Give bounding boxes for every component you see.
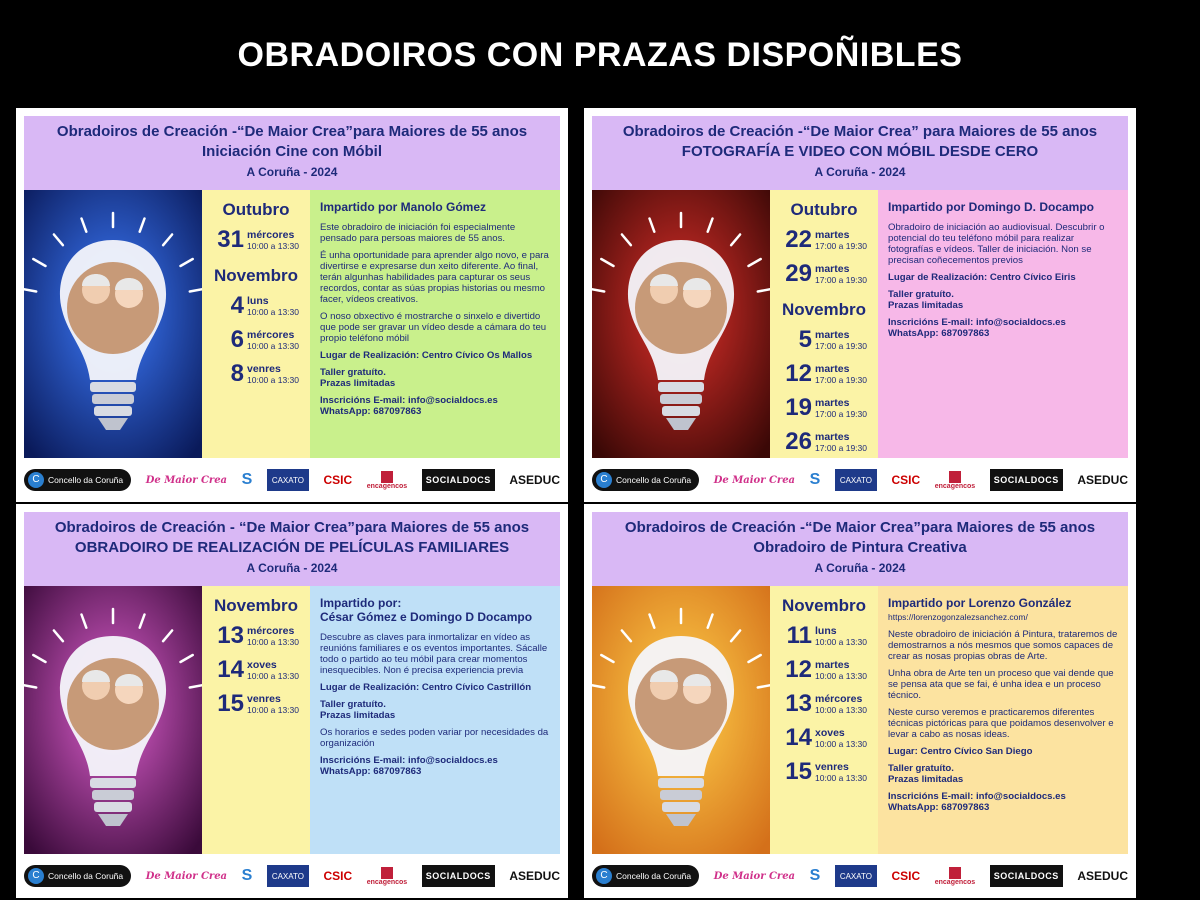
time-label: 10:00 a 13:30 — [815, 705, 867, 715]
weekday-label: venres — [815, 761, 849, 773]
date-details — [815, 394, 867, 420]
encagencos-mark-icon — [381, 867, 393, 879]
card-header — [592, 512, 1128, 590]
bulb-base-icon — [90, 382, 136, 392]
date-details — [815, 326, 867, 352]
description-paragraph: Descubre as claves para inmortalizar en vídeo as reunións familiares e os eventos importantes. Sácalle todo o partido ao teu móbil para crear momentos inesquecibles. Non é precisa experiencia previa — [320, 632, 548, 676]
date-details — [815, 622, 867, 648]
card-workshop-title: OBRADOIRO DE REALIZACIÓN DE PELÍCULAS FAMILIARES — [74, 539, 510, 556]
registration-email[interactable]: Inscricións E-mail: info@socialdocs.es — [320, 395, 498, 406]
date-row — [780, 394, 878, 424]
description-paragraph: Este obradoiro de iniciación foi especialmente pensado para persoas maiores de 55 anos. — [320, 222, 516, 244]
time-label: 10:00 a 13:30 — [815, 739, 867, 749]
date-details — [247, 360, 299, 386]
time-label: 10:00 a 13:30 — [815, 773, 867, 783]
de-maior-crea-logo-text: De Maior Crea — [713, 474, 796, 486]
venue-text: Lugar de Realización: Centro Cívico Eiris — [888, 272, 1076, 283]
bulb-base-icon — [92, 394, 134, 404]
registration-email[interactable]: Inscricións E-mail: info@socialdocs.es — [320, 755, 498, 766]
concello-crest-icon: C — [596, 472, 612, 488]
date-row — [780, 758, 878, 788]
info-panel — [878, 586, 1128, 854]
csic-logo-text: CSIC — [323, 869, 353, 883]
instructor-label: Impartido por: — [320, 596, 402, 610]
registration-block — [320, 395, 552, 417]
date-row — [212, 360, 310, 390]
workshop-card — [584, 504, 1136, 898]
registration-block — [888, 317, 1120, 339]
date-details — [247, 292, 299, 318]
weekday-label: martes — [815, 397, 850, 409]
aseduc-logo-text: ASEDUC — [1077, 869, 1128, 883]
info-panel — [310, 586, 560, 854]
encagencos-logo — [935, 469, 975, 491]
limited-places-label: Prazas limitadas — [888, 300, 964, 311]
date-row — [780, 428, 878, 458]
date-details — [815, 724, 867, 750]
university-senior-logo-text: S — [241, 867, 253, 884]
aseduc-logo — [509, 469, 560, 491]
date-details — [815, 260, 867, 286]
schedule-column — [202, 190, 310, 458]
date-details — [815, 758, 867, 784]
card-location-year: A Coruña - 2024 — [246, 165, 338, 179]
date-row — [780, 226, 878, 256]
aseduc-logo — [509, 865, 560, 887]
time-label: 17:00 a 19:30 — [815, 443, 867, 453]
university-senior-logo — [810, 865, 821, 887]
lightbulb-illustration — [592, 190, 770, 458]
instructor-label: Impartido por Lorenzo González — [888, 596, 1072, 610]
time-label: 10:00 a 13:30 — [815, 637, 867, 647]
time-label: 10:00 a 13:30 — [247, 375, 299, 385]
month-label: Novembro — [781, 300, 867, 319]
sponsor-logos — [592, 464, 1128, 496]
photo-couple-icon — [635, 658, 727, 750]
card-series-title: Obradoiros de Creación -“De Maior Crea”para Maiores de 55 anos — [56, 123, 528, 140]
weekday-label: mércores — [815, 693, 863, 705]
csic-logo — [324, 865, 353, 887]
card-series-title: Obradoiros de Creación -“De Maior Crea” para Maiores de 55 anos — [622, 123, 1098, 140]
month-label: Outubro — [222, 200, 290, 219]
time-label: 17:00 a 19:30 — [815, 341, 867, 351]
aseduc-logo-text: ASEDUC — [509, 869, 560, 883]
date-number: 8 — [230, 360, 244, 387]
free-workshop-text — [320, 367, 552, 389]
weekday-label: mércores — [247, 625, 295, 637]
date-row — [212, 292, 310, 322]
card-location-year: A Coruña - 2024 — [814, 561, 906, 575]
schedule-column — [770, 190, 878, 458]
encagencos-logo-text: encagencos — [366, 878, 408, 886]
weekday-label: xoves — [815, 727, 845, 739]
instructor-label: Impartido por Manolo Gómez — [320, 200, 487, 214]
de-maior-crea-logo-text: De Maior Crea — [145, 870, 228, 882]
caxato-logo — [835, 865, 877, 887]
card-series-title: Obradoiros de Creación - “De Maior Crea”para Maiores de 55 anos — [54, 519, 530, 536]
registration-whatsapp[interactable]: WhatsApp: 687097863 — [320, 766, 422, 777]
bulb-base-icon — [660, 790, 702, 800]
date-number: 13 — [217, 622, 244, 649]
card-image — [592, 190, 770, 458]
weekday-label: venres — [247, 693, 281, 705]
time-label: 10:00 a 13:30 — [247, 307, 299, 317]
card-header — [24, 512, 560, 590]
weekday-label: luns — [247, 295, 269, 307]
card-workshop-title: Iniciación Cine con Móbil — [201, 143, 382, 160]
registration-email[interactable]: Inscricións E-mail: info@socialdocs.es — [888, 317, 1066, 328]
workshop-card — [584, 108, 1136, 502]
card-image — [24, 190, 202, 458]
caxato-logo-text: CAXATO — [271, 475, 304, 485]
time-label: 10:00 a 13:30 — [815, 671, 867, 681]
date-row — [780, 656, 878, 686]
date-details — [815, 428, 867, 454]
csic-logo-text: CSIC — [323, 473, 353, 487]
weekday-label: martes — [815, 229, 850, 241]
free-label: Taller gratuíto. — [320, 367, 386, 378]
encagencos-logo-text: encagencos — [934, 482, 976, 490]
csic-logo — [892, 469, 921, 491]
card-series-title: Obradoiros de Creación -“De Maior Crea”para Maiores de 55 anos — [624, 519, 1096, 536]
concello-logo-text: Concello da Coruña — [48, 871, 124, 881]
weekday-label: martes — [815, 329, 850, 341]
date-number: 11 — [786, 622, 812, 649]
schedule-column — [770, 586, 878, 854]
date-details — [815, 690, 867, 716]
weekday-label: martes — [815, 363, 850, 375]
card-header — [24, 116, 560, 194]
date-number: 13 — [785, 690, 812, 717]
lightbulb-illustration — [24, 586, 202, 854]
date-number: 31 — [217, 226, 244, 253]
workshop-card — [16, 504, 568, 898]
schedule-note: Os horarios e sedes poden variar por necesidades da organización — [320, 727, 549, 749]
venue-text: Lugar de Realización: Centro Cívico Castrillón — [320, 682, 532, 693]
bulb-base-icon — [90, 778, 136, 788]
time-label: 10:00 a 13:30 — [247, 637, 299, 647]
limited-places-label: Prazas limitadas — [888, 774, 964, 785]
date-details — [815, 226, 867, 252]
free-label: Taller gratuíto. — [320, 699, 386, 710]
description-paragraph: Neste obradoiro de iniciación á Pintura, trataremos de demostrarnos a nós mesmos que somos capaces de crear as nosas propias obras de Arte. — [888, 629, 1118, 662]
bulb-base-icon — [662, 802, 700, 812]
month-label: Novembro — [213, 266, 299, 285]
aseduc-logo — [1077, 469, 1128, 491]
date-row — [212, 656, 310, 686]
bulb-base-icon — [658, 382, 704, 392]
free-workshop-text — [888, 763, 1120, 785]
de-maior-crea-logo — [714, 469, 795, 491]
encagencos-logo — [367, 865, 407, 887]
instructor-label: Impartido por Domingo D. Docampo — [888, 200, 1094, 214]
date-details — [247, 656, 299, 682]
month-label: Novembro — [781, 596, 867, 615]
socialdocs-logo-text: SOCIALDOCS — [993, 475, 1059, 485]
time-label: 17:00 a 19:30 — [815, 241, 867, 251]
concello-logo-text: Concello da Coruña — [48, 475, 124, 485]
time-label: 17:00 a 19:30 — [815, 275, 867, 285]
limited-places-label: Prazas limitadas — [320, 378, 396, 389]
bulb-base-icon — [658, 778, 704, 788]
socialdocs-logo — [422, 469, 495, 491]
socialdocs-logo-text: SOCIALDOCS — [425, 871, 491, 881]
card-workshop-title: Obradoiro de Pintura Creativa — [753, 539, 967, 556]
encagencos-mark-icon — [949, 471, 961, 483]
concello-logo — [24, 469, 131, 491]
date-details — [247, 690, 299, 716]
time-label: 10:00 a 13:30 — [247, 341, 299, 351]
encagencos-logo — [367, 469, 407, 491]
csic-logo — [892, 865, 921, 887]
date-number: 29 — [785, 260, 812, 287]
csic-logo — [324, 469, 353, 491]
date-row — [780, 724, 878, 754]
card-image — [592, 586, 770, 854]
de-maior-crea-logo — [146, 469, 227, 491]
free-label: Taller gratuíto. — [888, 763, 954, 774]
date-details — [247, 622, 299, 648]
de-maior-crea-logo — [146, 865, 227, 887]
de-maior-crea-logo — [714, 865, 795, 887]
csic-logo-text: CSIC — [891, 473, 921, 487]
time-label: 17:00 a 19:30 — [815, 409, 867, 419]
date-row — [780, 326, 878, 356]
lightbulb-illustration — [592, 586, 770, 854]
photo-couple-icon — [635, 262, 727, 354]
photo-couple-icon — [67, 658, 159, 750]
concello-crest-icon: C — [28, 472, 44, 488]
concello-logo — [592, 865, 699, 887]
caxato-logo — [267, 865, 309, 887]
registration-whatsapp[interactable]: WhatsApp: 687097863 — [888, 328, 990, 339]
date-number: 14 — [217, 656, 244, 683]
aseduc-logo-text: ASEDUC — [1077, 473, 1128, 487]
de-maior-crea-logo-text: De Maior Crea — [145, 474, 228, 486]
bulb-base-icon — [660, 394, 702, 404]
free-workshop-text — [888, 289, 1120, 311]
registration-block — [888, 791, 1120, 813]
university-senior-logo — [242, 865, 253, 887]
page-title: OBRADOIROS CON PRAZAS DISPOÑIBLES — [237, 36, 963, 74]
date-row — [780, 260, 878, 290]
socialdocs-logo-text: SOCIALDOCS — [425, 475, 491, 485]
caxato-logo-text: CAXATO — [839, 475, 872, 485]
venue-text: Lugar de Realización: Centro Cívico Os Mallos — [320, 350, 533, 361]
card-image — [24, 586, 202, 854]
date-row — [212, 226, 310, 256]
bulb-base-icon — [94, 406, 132, 416]
card-location-year: A Coruña - 2024 — [246, 561, 338, 575]
date-row — [780, 690, 878, 720]
card-location-year: A Coruña - 2024 — [814, 165, 906, 179]
description-paragraph: Obradoiro de iniciación ao audiovisual. Descubrir o potencial do teu teléfono móbil para realizar fotografías e vídeos. Taller de iniciación. Non se precisan coñecementos previos — [888, 222, 1105, 266]
schedule-column — [202, 586, 310, 854]
registration-email[interactable]: Inscricións E-mail: info@socialdocs.es — [888, 791, 1066, 802]
bulb-base-icon — [94, 802, 132, 812]
date-row — [212, 326, 310, 356]
concello-logo — [24, 865, 131, 887]
university-senior-logo-text: S — [809, 471, 821, 488]
date-details — [815, 656, 867, 682]
photo-couple-icon — [67, 262, 159, 354]
encagencos-logo — [935, 865, 975, 887]
socialdocs-logo — [422, 865, 495, 887]
concello-logo-text: Concello da Coruña — [616, 871, 692, 881]
aseduc-logo-text: ASEDUC — [509, 473, 560, 487]
encagencos-mark-icon — [949, 867, 961, 879]
date-number: 19 — [785, 394, 812, 421]
lightbulb-illustration — [24, 190, 202, 458]
description-paragraph: É unha oportunidade para aprender algo novo, e para divertirse e expresarse dun xeito diferente. Ao final, terán algunhas habilidades para capturar os seus recordos, contar as súas propias historias ou mesmo facer, vídeos creativos. — [320, 250, 549, 305]
date-details — [247, 326, 299, 352]
weekday-label: xoves — [247, 659, 277, 671]
socialdocs-logo — [990, 469, 1063, 491]
weekday-label: martes — [815, 263, 850, 275]
sponsor-logos — [24, 860, 560, 892]
date-row — [780, 360, 878, 390]
date-number: 12 — [785, 656, 812, 683]
csic-logo-text: CSIC — [891, 869, 921, 883]
encagencos-logo-text: encagencos — [934, 878, 976, 886]
weekday-label: venres — [247, 363, 281, 375]
time-label: 17:00 a 19:30 — [815, 375, 867, 385]
info-panel — [310, 190, 560, 458]
registration-block — [320, 755, 552, 777]
date-number: 6 — [230, 326, 244, 353]
date-details — [815, 360, 867, 386]
free-workshop-text — [320, 699, 552, 721]
weekday-label: martes — [815, 431, 850, 443]
encagencos-logo-text: encagencos — [366, 482, 408, 490]
concello-logo-text: Concello da Coruña — [616, 475, 692, 485]
date-number: 15 — [217, 690, 244, 717]
description-paragraph: Unha obra de Arte ten un proceso que vai dende que se pensa ata que se fai, é unha idea e un proceso técnico. — [888, 668, 1114, 701]
date-number: 22 — [785, 226, 812, 253]
limited-places-label: Prazas limitadas — [320, 710, 396, 721]
free-label: Taller gratuíto. — [888, 289, 954, 300]
venue-text: Lugar: Centro Cívico San Diego — [888, 746, 1033, 757]
encagencos-mark-icon — [381, 471, 393, 483]
socialdocs-logo-text: SOCIALDOCS — [993, 871, 1059, 881]
date-number: 26 — [785, 428, 812, 455]
date-number: 12 — [785, 360, 812, 387]
date-row — [780, 622, 878, 652]
date-row — [212, 690, 310, 720]
de-maior-crea-logo-text: De Maior Crea — [713, 870, 796, 882]
university-senior-logo — [242, 469, 253, 491]
university-senior-logo — [810, 469, 821, 491]
aseduc-logo — [1077, 865, 1128, 887]
concello-crest-icon: C — [28, 868, 44, 884]
date-details — [247, 226, 299, 252]
concello-logo — [592, 469, 699, 491]
date-number: 4 — [230, 292, 244, 319]
description-paragraph: Neste curso veremos e practicaremos diferentes técnicas pictóricas para que poidamos desenvolver e levar a cabo as nosas ideas. — [888, 707, 1114, 740]
bulb-base-icon — [92, 790, 134, 800]
instructor-names: César Gómez e Domingo D Docampo — [320, 610, 533, 624]
university-senior-logo-text: S — [809, 867, 821, 884]
caxato-logo — [835, 469, 877, 491]
registration-whatsapp[interactable]: WhatsApp: 687097863 — [320, 406, 422, 417]
description-paragraph: O noso obxectivo é mostrarche o sinxelo e divertido que pode ser gravar un vídeo desde a cámara do teu propio teléfono móbil — [320, 311, 547, 344]
weekday-label: mércores — [247, 229, 295, 241]
card-header — [592, 116, 1128, 194]
date-row — [212, 622, 310, 652]
weekday-label: martes — [815, 659, 850, 671]
date-number: 5 — [798, 326, 812, 353]
card-workshop-title: FOTOGRAFÍA E VIDEO CON MÓBIL DESDE CERO — [681, 143, 1039, 160]
registration-whatsapp[interactable]: WhatsApp: 687097863 — [888, 802, 990, 813]
time-label: 10:00 a 13:30 — [247, 671, 299, 681]
caxato-logo — [267, 469, 309, 491]
time-label: 10:00 a 13:30 — [247, 241, 299, 251]
workshop-card — [16, 108, 568, 502]
date-number: 15 — [785, 758, 812, 785]
date-number: 14 — [785, 724, 812, 751]
time-label: 10:00 a 13:30 — [247, 705, 299, 715]
caxato-logo-text: CAXATO — [839, 871, 872, 881]
month-label: Novembro — [213, 596, 299, 615]
caxato-logo-text: CAXATO — [271, 871, 304, 881]
weekday-label: luns — [815, 625, 837, 637]
sponsor-logos — [24, 464, 560, 496]
month-label: Outubro — [790, 200, 858, 219]
socialdocs-logo — [990, 865, 1063, 887]
concello-crest-icon: C — [596, 868, 612, 884]
bulb-base-icon — [662, 406, 700, 416]
university-senior-logo-text: S — [241, 471, 253, 488]
weekday-label: mércores — [247, 329, 295, 341]
sponsor-logos — [592, 860, 1128, 892]
instructor-website-link[interactable]: https://lorenzogonzalezsanchez.com/ — [888, 612, 1028, 622]
info-panel — [878, 190, 1128, 458]
